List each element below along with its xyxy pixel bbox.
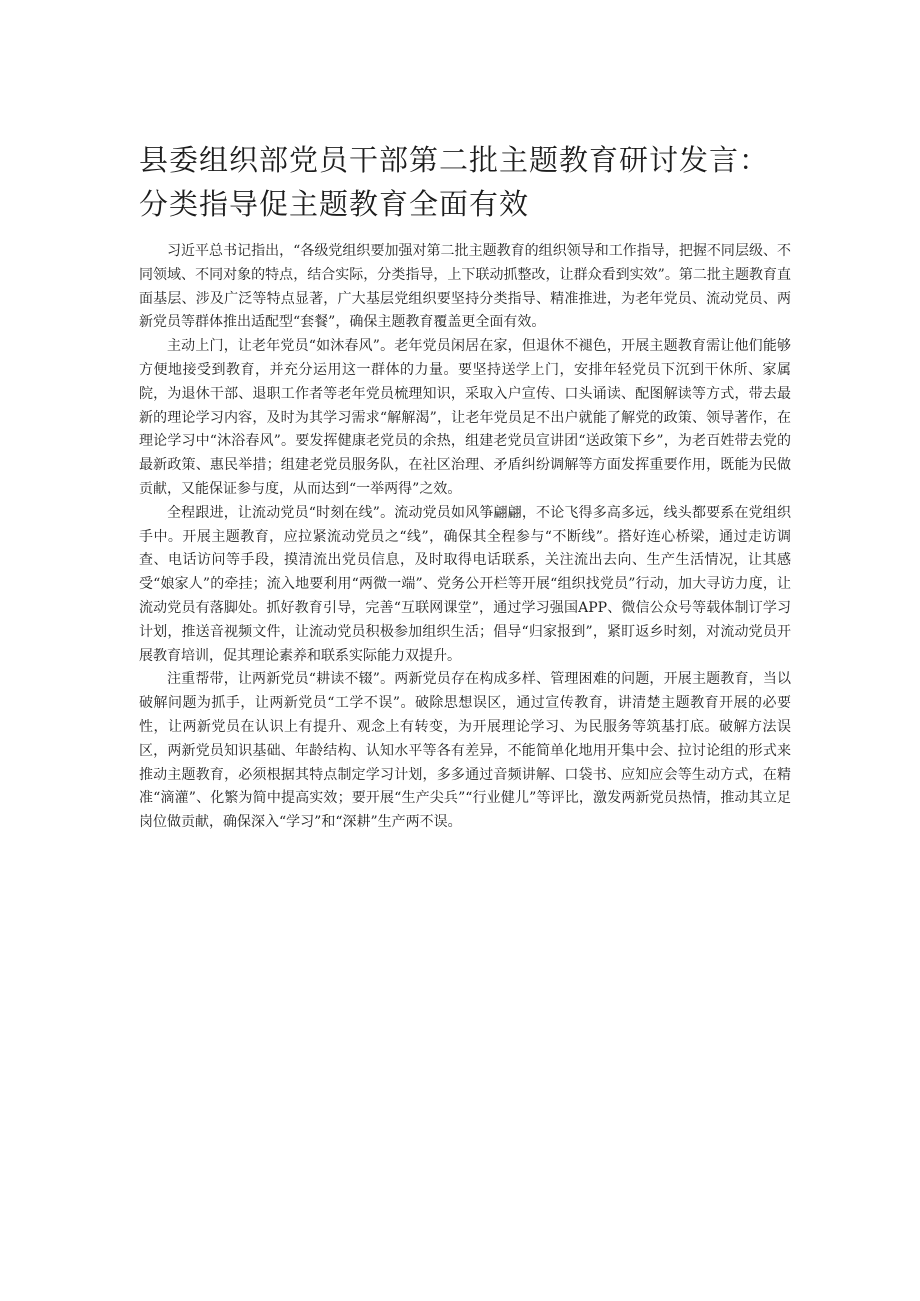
paragraph-mobile-members: 全程跟进，让流动党员“时刻在线”。流动党员如风筝翩翩，不论飞得多高多远，线头都要系在党组织手中。开展主题教育，应拉紧流动党员之“线”，确保其全程参与“不断线”。搭好连心桥梁，通过走访调查、电话访问等手段，摸清流出党员信息，及时取得电话联系，关注流出去向、生产生活情况，让其感受“娘家人”的牵挂；流入地要利用“两微一端”、党务公开栏等开展“组织找党员”行动，加大寻访力度，让流动党员有落脚处。抓好教育引导，完善“互联网课堂”，通过学习强国APP、微信公众号等载体制订学习计划，推送音视频文件，让流动党员积极参加组织生活；倡导“归家报到”，紧盯返乡时刻，对流动党员开展教育培训，促其理论素养和联系实际能力双提升。 [139, 504, 791, 664]
paragraph-new-sector-members: 注重帮带，让两新党员“耕读不辍”。两新党员存在构成多样、管理困难的问题，开展主题教育，当以破解问题为抓手，让两新党员“工学不误”。破除思想误区，通过宣传教育，讲清楚主题教育开展的必要性，让两新党员在认识上有提升、观念上有转变，为开展理论学习、为民服务等筑基打底。破解方法误区，两新党员知识基础、年龄结构、认知水平等各有差异，不能简单化地用开集中会、拉讨论组的形式来推动主题教育，必须根据其特点制定学习计划，多多通过音频讲解、口袋书、应知应会等生动方式，在精准“滴灌”、化繁为简中提高实效；要开展“生产尖兵”“行业健儿”等评比，激发两新党员热情，推动其立足岗位做贡献，确保深入“学习”和“深耕”生产两不误。 [139, 671, 791, 831]
paragraph-intro: 习近平总书记指出，“各级党组织要加强对第二批主题教育的组织领导和工作指导，把握不同层级、不同领域、不同对象的特点，结合实际，分类指导，上下联动抓整改，让群众看到实效”。第二批主题教育直面基层、涉及广泛等特点显著，广大基层党组织要坚持分类指导、精准推进，为老年党员、流动党员、两新党员等群体推出适配型“套餐”，确保主题教育覆盖更全面有效。 [139, 243, 791, 331]
document-body [139, 240, 791, 835]
document-title: 县委组织部党员干部第二批主题教育研讨发言：分类指导促主题教育全面有效 [139, 143, 770, 221]
paragraph-elderly-members: 主动上门，让老年党员“如沐春风”。老年党员闲居在家，但退休不褪色，开展主题教育需让他们能够方便地接受到教育，并充分运用这一群体的力量。要坚持送学上门，安排年轻党员下沉到干休所、家属院，为退休干部、退职工作者等老年党员梳理知识，采取入户宣传、口头诵读、配图解读等方式，带去最新的理论学习内容，及时为其学习需求“解解渴”，让老年党员足不出户就能了解党的政策、领导著作，在理论学习中“沐浴春风”。要发挥健康老党员的余热，组建老党员宣讲团“送政策下乡”，为老百姓带去党的最新政策、惠民举措；组建老党员服务队，在社区治理、矛盾纠纷调解等方面发挥重要作用，既能为民做贡献，又能保证参与度，从而达到“一举两得”之效。 [139, 338, 791, 497]
